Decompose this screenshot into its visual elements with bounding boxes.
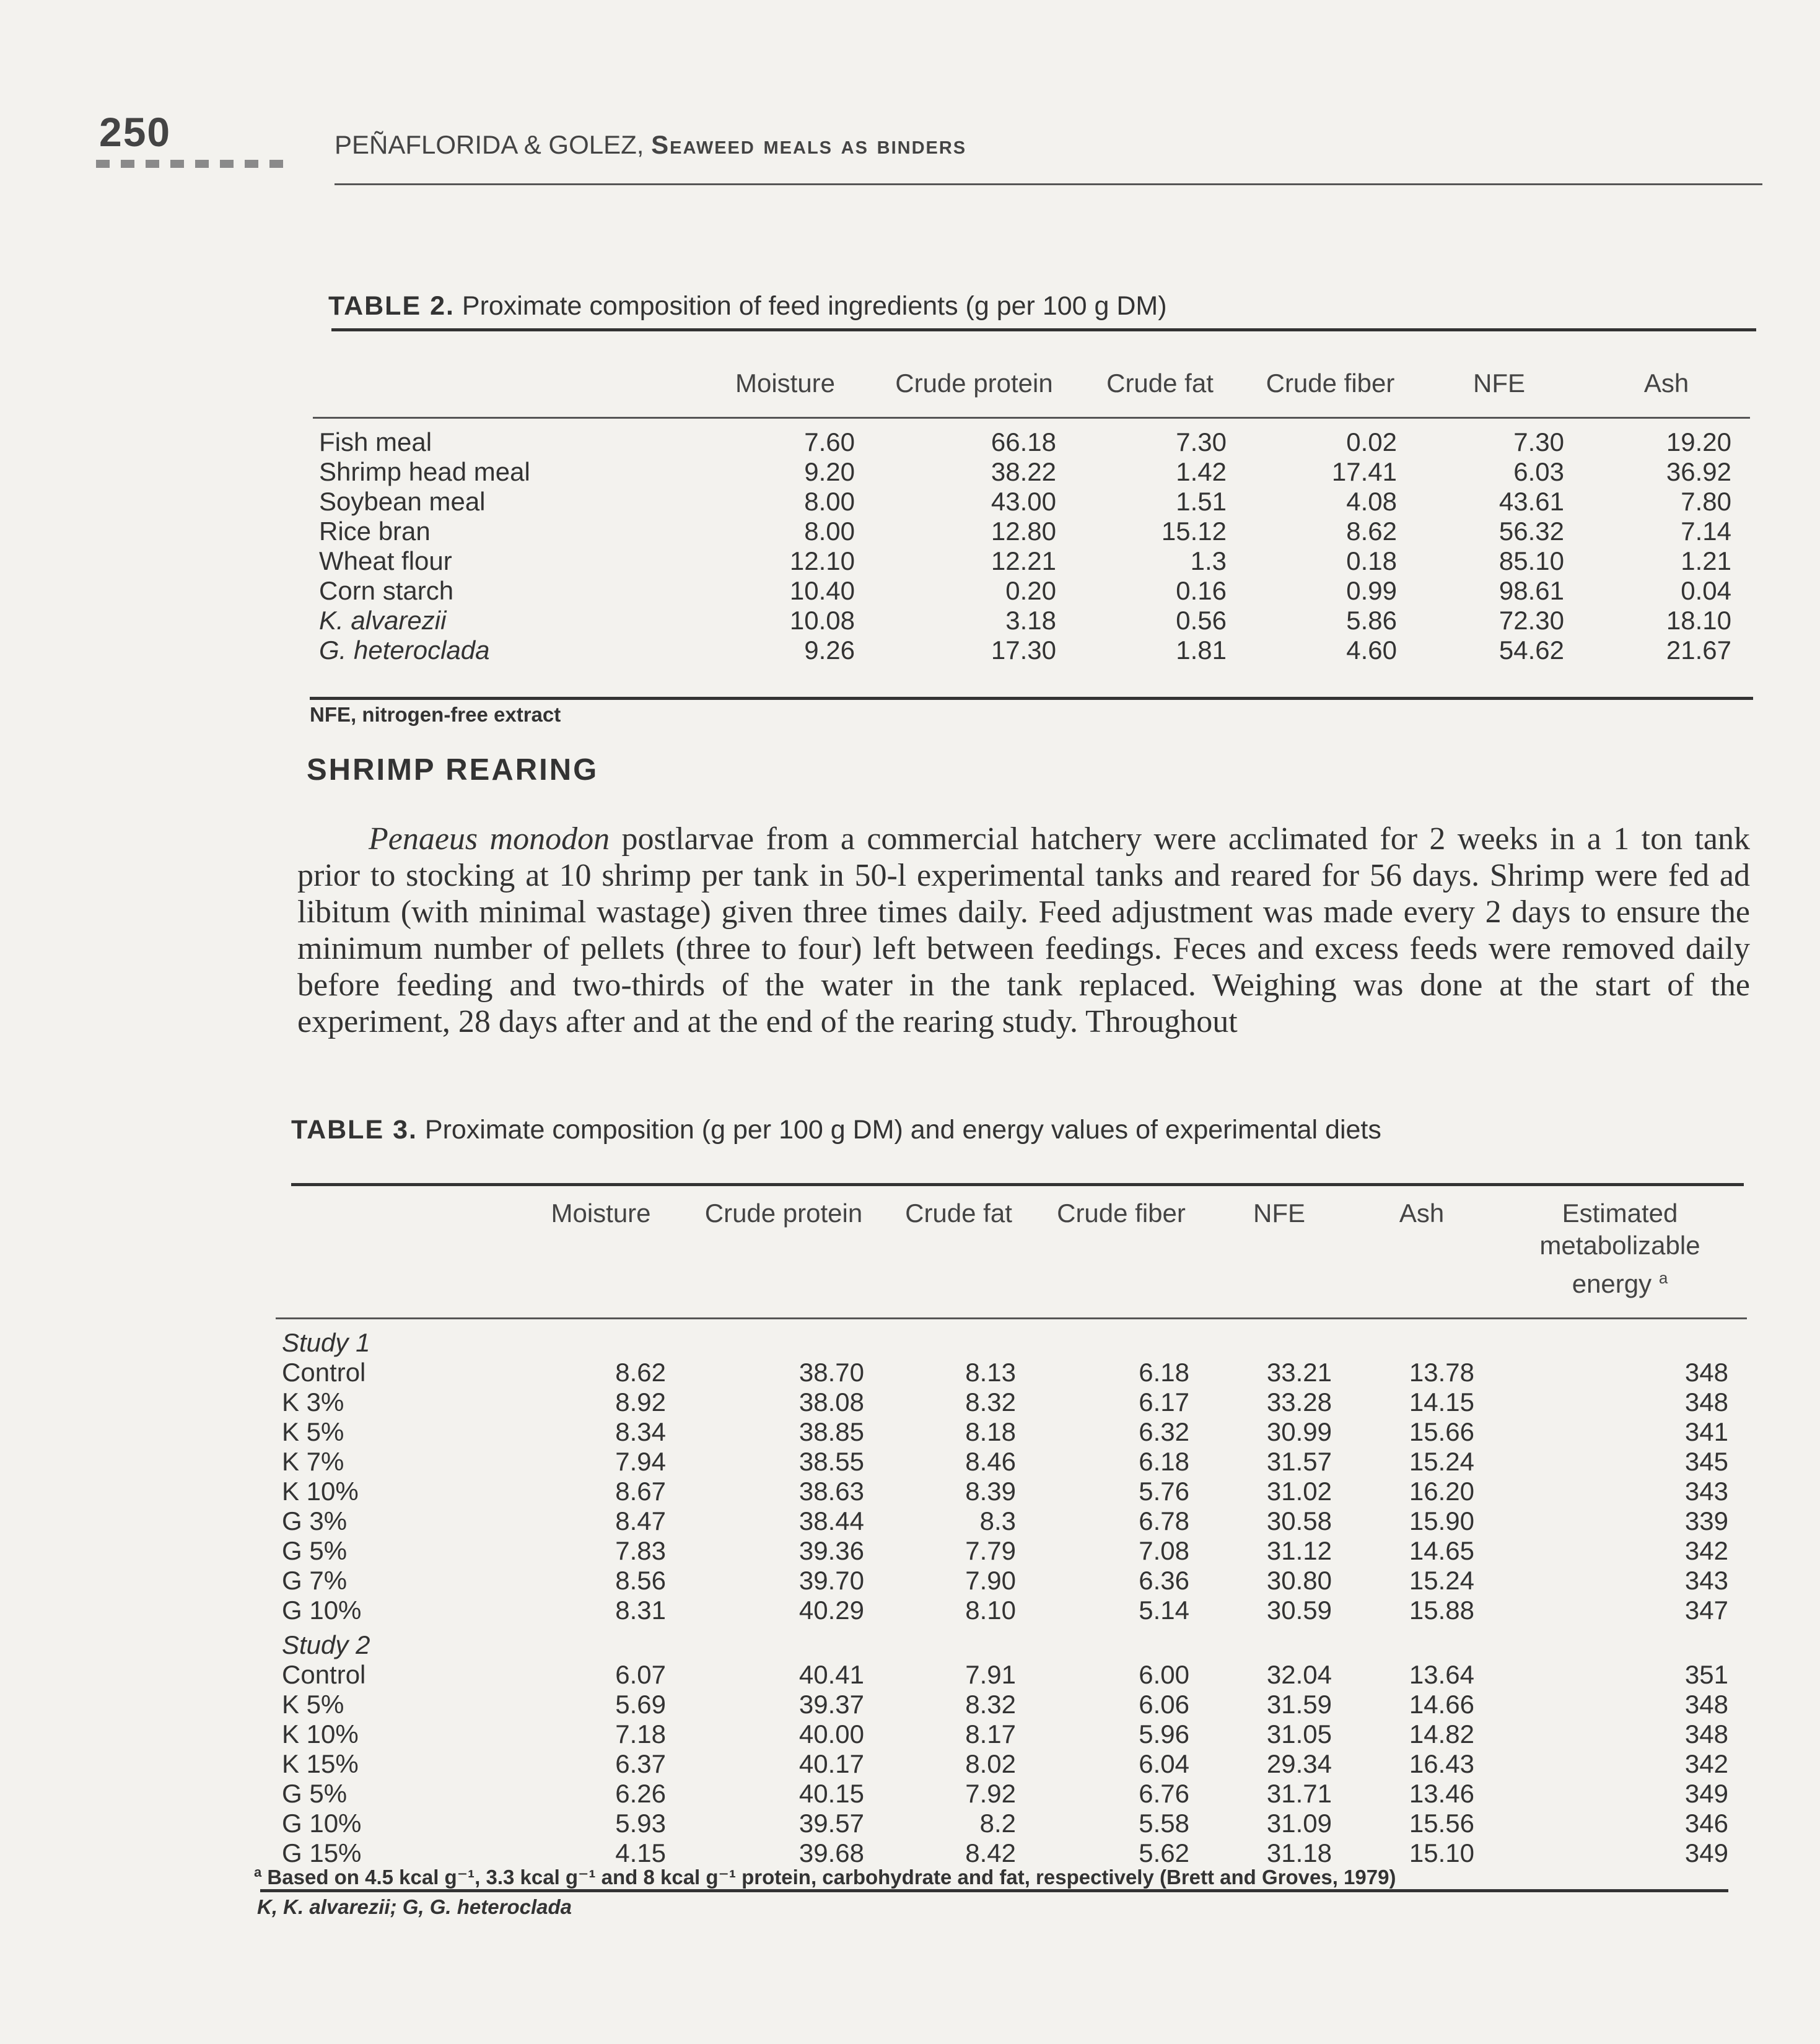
table-cell: 3.18	[1005, 606, 1056, 635]
table-cell: 30.99	[1266, 1417, 1332, 1446]
table-cell: 40.41	[798, 1660, 864, 1689]
table-cell: 9.26	[804, 635, 855, 665]
table-cell: 13.78	[1409, 1358, 1474, 1387]
table3-col-header: Moisture	[551, 1199, 651, 1228]
row-label: G 15%	[282, 1838, 362, 1867]
table-cell: 8.2	[979, 1809, 1016, 1838]
table-cell: 31.02	[1266, 1477, 1332, 1506]
table-cell: 349	[1684, 1779, 1728, 1808]
table-cell: 4.60	[1346, 635, 1397, 665]
energy-header-text: Estimated metabolizable energy	[1539, 1199, 1700, 1298]
table-cell: 342	[1684, 1749, 1728, 1778]
table-row	[276, 1447, 1747, 1477]
table-cell: 5.96	[1139, 1719, 1189, 1749]
table-cell: 8.13	[965, 1358, 1016, 1387]
table-row	[313, 576, 1750, 606]
table3-col-header: NFE	[1253, 1199, 1305, 1228]
table-cell: 7.92	[965, 1779, 1016, 1808]
table-cell: 43.00	[991, 487, 1056, 516]
table-cell: 4.15	[615, 1838, 666, 1867]
table2-col-header: Crude protein	[895, 369, 1053, 398]
table-row	[276, 1719, 1747, 1749]
row-label: Control	[282, 1660, 366, 1689]
table-cell: 5.93	[615, 1809, 666, 1838]
table-cell: 351	[1684, 1660, 1728, 1689]
table-row	[276, 1690, 1747, 1719]
table-cell: 13.64	[1409, 1660, 1474, 1689]
table-row	[276, 1838, 1747, 1868]
table-row	[276, 1809, 1747, 1838]
row-label: Control	[282, 1358, 366, 1387]
row-label: Shrimp head meal	[319, 457, 530, 486]
row-label: K 5%	[282, 1690, 344, 1719]
species-name: Penaeus monodon	[369, 821, 610, 857]
table-cell: 54.62	[1498, 635, 1564, 665]
table-cell: 5.58	[1139, 1809, 1189, 1838]
table-cell: 7.30	[1513, 427, 1564, 456]
table-row	[276, 1417, 1747, 1447]
study-title: Study 1	[282, 1328, 370, 1357]
table-cell: 348	[1684, 1719, 1728, 1749]
table-row	[313, 487, 1750, 517]
table-cell: 15.10	[1409, 1838, 1474, 1867]
table-cell: 7.18	[615, 1719, 666, 1749]
table-cell: 8.42	[965, 1838, 1016, 1867]
table-cell: 15.88	[1409, 1596, 1474, 1625]
table-cell: 8.32	[965, 1690, 1016, 1719]
table-cell: 8.10	[965, 1596, 1016, 1625]
row-label: G 5%	[282, 1536, 348, 1565]
table-cell: 8.47	[615, 1506, 666, 1535]
table-cell: 38.08	[798, 1387, 864, 1417]
table3-header-row	[276, 1192, 1747, 1319]
table-row	[313, 457, 1750, 487]
table3-label: TABLE 3.	[291, 1115, 418, 1145]
table3-col-header	[1493, 1192, 1747, 1319]
table-row	[313, 517, 1750, 546]
table-cell: 32.04	[1266, 1660, 1332, 1689]
table-cell: 19.20	[1666, 427, 1731, 456]
table3-footnote-a	[254, 1864, 1396, 1889]
table-cell: 38.44	[798, 1506, 864, 1535]
table-cell: 8.67	[615, 1477, 666, 1506]
table-cell: 15.24	[1409, 1566, 1474, 1595]
table-row	[276, 1660, 1747, 1690]
table-cell: 0.18	[1346, 546, 1397, 575]
table-cell: 31.59	[1266, 1690, 1332, 1719]
table-cell: 8.31	[615, 1596, 666, 1625]
table3-footnote-abbrev: K, K. alvarezii; G, G. heteroclada	[257, 1895, 572, 1918]
table-cell: 0.56	[1176, 606, 1227, 635]
row-label: Soybean meal	[319, 487, 486, 516]
table-cell: 0.20	[1005, 576, 1056, 605]
table-cell: 39.36	[798, 1536, 864, 1565]
table-cell: 38.55	[798, 1447, 864, 1476]
table3-footnote-a-text: Based on 4.5 kcal g⁻¹, 3.3 kcal g⁻¹ and 8 kcal g⁻¹ protein, carbohydrate and fat, respectively (Brett and Groves, 1979)	[267, 1866, 1396, 1889]
table-cell: 39.70	[798, 1566, 864, 1595]
table-cell: 8.00	[804, 517, 855, 546]
row-label: K 7%	[282, 1447, 344, 1476]
table-cell: 39.57	[798, 1809, 864, 1838]
table-cell: 6.04	[1139, 1749, 1189, 1778]
table-row	[276, 1387, 1747, 1417]
table-cell: 14.15	[1409, 1387, 1474, 1417]
table-cell: 7.30	[1176, 427, 1227, 456]
table-cell: 8.3	[979, 1506, 1016, 1535]
table-cell: 6.18	[1139, 1447, 1189, 1476]
table-cell: 6.32	[1139, 1417, 1189, 1446]
header-decoration	[96, 160, 283, 168]
table-cell: 0.16	[1176, 576, 1227, 605]
table-cell: 0.04	[1681, 576, 1731, 605]
table-cell: 33.21	[1266, 1358, 1332, 1387]
footnote-a-marker: a	[254, 1864, 262, 1880]
table-cell: 29.34	[1266, 1749, 1332, 1778]
table-cell: 30.80	[1266, 1566, 1332, 1595]
table-cell: 85.10	[1498, 546, 1564, 575]
table-cell: 15.56	[1409, 1809, 1474, 1838]
table-cell: 18.10	[1666, 606, 1731, 635]
table-cell: 347	[1684, 1596, 1728, 1625]
table-cell: 6.36	[1139, 1566, 1189, 1595]
table2-col-header: Crude fiber	[1266, 369, 1395, 398]
row-label: K 15%	[282, 1749, 359, 1778]
table-cell: 15.12	[1161, 517, 1227, 546]
table2-label: TABLE 2.	[328, 291, 455, 321]
table2-top-rule	[331, 328, 1756, 331]
table-cell: 8.56	[615, 1566, 666, 1595]
table-cell: 14.82	[1409, 1719, 1474, 1749]
table3-caption	[291, 1115, 1381, 1145]
table-cell: 38.85	[798, 1417, 864, 1446]
table-cell: 348	[1684, 1358, 1728, 1387]
table-cell: 349	[1684, 1838, 1728, 1867]
table-cell: 342	[1684, 1536, 1728, 1565]
table2	[313, 362, 1750, 665]
table-cell: 6.18	[1139, 1358, 1189, 1387]
table-row	[276, 1536, 1747, 1566]
running-head-title: Seaweed meals as binders	[651, 130, 967, 159]
table-cell: 31.18	[1266, 1838, 1332, 1867]
table-cell: 8.46	[965, 1447, 1016, 1476]
row-label: Corn starch	[319, 576, 454, 605]
table2-caption-text: Proximate composition of feed ingredients (g per 100 g DM)	[462, 291, 1167, 321]
row-label: G 10%	[282, 1809, 362, 1838]
table-cell: 39.68	[798, 1838, 864, 1867]
table-cell: 7.14	[1681, 517, 1731, 546]
table-cell: 1.3	[1190, 546, 1227, 575]
row-label: Rice bran	[319, 517, 431, 546]
table-cell: 348	[1684, 1387, 1728, 1417]
table2-caption	[328, 291, 1167, 321]
row-label: G 10%	[282, 1596, 362, 1625]
table3-bottom-rule	[260, 1889, 1728, 1892]
table-cell: 14.65	[1409, 1536, 1474, 1565]
table-cell: 15.24	[1409, 1447, 1474, 1476]
table-cell: 72.30	[1498, 606, 1564, 635]
row-label: Fish meal	[319, 427, 432, 456]
running-head-authors: PEÑAFLORIDA & GOLEZ,	[335, 130, 644, 159]
table-cell: 38.70	[798, 1358, 864, 1387]
page-number: 250	[99, 109, 172, 155]
table-cell: 13.46	[1409, 1779, 1474, 1808]
table-cell: 5.76	[1139, 1477, 1189, 1506]
table-cell: 17.30	[991, 635, 1056, 665]
table-row	[276, 1566, 1747, 1596]
table-cell: 12.80	[991, 517, 1056, 546]
table-row	[313, 635, 1750, 665]
table-row	[276, 1749, 1747, 1779]
table2-col-header: Ash	[1643, 369, 1689, 398]
table-cell: 8.62	[1346, 517, 1397, 546]
table2-col-header: Crude fat	[1106, 369, 1214, 398]
table3-top-rule	[291, 1183, 1744, 1186]
table-cell: 1.51	[1176, 487, 1227, 516]
table-cell: 10.40	[789, 576, 855, 605]
table-cell: 15.90	[1409, 1506, 1474, 1535]
row-label: G 7%	[282, 1566, 348, 1595]
table-cell: 0.02	[1346, 427, 1397, 456]
table-cell: 6.06	[1139, 1690, 1189, 1719]
row-label: Wheat flour	[319, 546, 452, 575]
section-heading: SHRIMP REARING	[307, 753, 599, 787]
table-cell: 8.32	[965, 1387, 1016, 1417]
table-row	[276, 1506, 1747, 1536]
table-cell: 40.00	[798, 1719, 864, 1749]
table-cell: 6.76	[1139, 1779, 1189, 1808]
table-row	[276, 1596, 1747, 1625]
table-cell: 15.66	[1409, 1417, 1474, 1446]
study-group-row	[276, 1625, 1747, 1660]
table-cell: 7.60	[804, 427, 855, 456]
table-cell: 1.42	[1176, 457, 1227, 486]
table-row	[313, 546, 1750, 576]
table-cell: 8.62	[615, 1358, 666, 1387]
table-cell: 31.57	[1266, 1447, 1332, 1476]
table-cell: 38.22	[991, 457, 1056, 486]
table-cell: 31.05	[1266, 1719, 1332, 1749]
table-cell: 16.20	[1409, 1477, 1474, 1506]
table-cell: 12.21	[991, 546, 1056, 575]
table2-col-header: Moisture	[735, 369, 836, 398]
table-cell: 6.37	[615, 1749, 666, 1778]
table2-header-row	[313, 362, 1750, 418]
table-cell: 8.18	[965, 1417, 1016, 1446]
table-cell: 30.58	[1266, 1506, 1332, 1535]
study-title: Study 2	[282, 1630, 370, 1659]
table-cell: 1.21	[1681, 546, 1731, 575]
study-group-row	[276, 1319, 1747, 1358]
table-cell: 4.08	[1346, 487, 1397, 516]
table3-caption-text: Proximate composition (g per 100 g DM) and energy values of experimental diets	[424, 1115, 1381, 1145]
table-cell: 40.17	[798, 1749, 864, 1778]
table-cell: 7.80	[1681, 487, 1731, 516]
table-cell: 36.92	[1666, 457, 1731, 486]
table3-col-header: Crude protein	[704, 1199, 863, 1228]
table-cell: 7.94	[615, 1447, 666, 1476]
table-cell: 339	[1684, 1506, 1728, 1535]
table-cell: 8.34	[615, 1417, 666, 1446]
table-cell: 5.62	[1139, 1838, 1189, 1867]
table-cell: 6.26	[615, 1779, 666, 1808]
table3-col-header: Ash	[1399, 1199, 1445, 1228]
table-cell: 346	[1684, 1809, 1728, 1838]
table-cell: 21.67	[1666, 635, 1731, 665]
table-cell: 31.71	[1266, 1779, 1332, 1808]
table-cell: 14.66	[1409, 1690, 1474, 1719]
table-cell: 16.43	[1409, 1749, 1474, 1778]
table-cell: 6.17	[1139, 1387, 1189, 1417]
table-cell: 33.28	[1266, 1387, 1332, 1417]
row-label: K. alvarezii	[319, 606, 447, 635]
table2-footnote: NFE, nitrogen-free extract	[310, 703, 561, 726]
table-cell: 7.91	[965, 1660, 1016, 1689]
table-row	[313, 418, 1750, 458]
table-cell: 31.09	[1266, 1809, 1332, 1838]
table-cell: 98.61	[1498, 576, 1564, 605]
row-label: K 10%	[282, 1719, 359, 1749]
table-cell: 10.08	[789, 606, 855, 635]
row-label: G. heteroclada	[319, 635, 490, 665]
row-label: G 5%	[282, 1779, 348, 1808]
table-row	[276, 1358, 1747, 1387]
table-row	[276, 1779, 1747, 1809]
table-cell: 7.79	[965, 1536, 1016, 1565]
table-cell: 343	[1684, 1566, 1728, 1595]
table-cell: 7.08	[1139, 1536, 1189, 1565]
table-cell: 5.86	[1346, 606, 1397, 635]
table2-bottom-rule	[310, 697, 1753, 700]
table-cell: 39.37	[798, 1690, 864, 1719]
table-row	[276, 1477, 1747, 1506]
table-cell: 7.83	[615, 1536, 666, 1565]
table-cell: 0.99	[1346, 576, 1397, 605]
body-paragraph-text: postlarvae from a commercial hatchery were acclimated for 2 weeks in a 1 ton tank prior to stocking at 10 shrimp per tank in 50-l experimental tanks and reared for 56 days. Shrimp were fed ad libitum (with minimal wastage) given three times daily. Feed adjustment was made every 2 days to ensure the minimum number of pellets (three to four) left between feedings. Feces and excess feeds were removed daily before feeding and two-thirds of the water in the tank replaced. Weighing was done at the start of the experiment, 28 days after and at the end of the rearing study. Throughout	[297, 821, 1750, 1039]
table3	[276, 1192, 1747, 1868]
table-cell: 5.14	[1139, 1596, 1189, 1625]
table-cell: 66.18	[991, 427, 1056, 456]
table-cell: 12.10	[789, 546, 855, 575]
table-cell: 341	[1684, 1417, 1728, 1446]
row-label: K 5%	[282, 1417, 344, 1446]
table-cell: 8.17	[965, 1719, 1016, 1749]
table3-col-header: Crude fat	[905, 1199, 1012, 1228]
row-label: G 3%	[282, 1506, 348, 1535]
row-label: K 3%	[282, 1387, 344, 1417]
table-cell: 348	[1684, 1690, 1728, 1719]
table-cell: 17.41	[1331, 457, 1397, 486]
table-cell: 6.78	[1139, 1506, 1189, 1535]
table-cell: 40.29	[798, 1596, 864, 1625]
footnote-marker: a	[1658, 1269, 1668, 1287]
table-cell: 8.92	[615, 1387, 666, 1417]
table-cell: 8.00	[804, 487, 855, 516]
table-cell: 31.12	[1266, 1536, 1332, 1565]
table-cell: 38.63	[798, 1477, 864, 1506]
header-rule	[335, 183, 1762, 185]
table-cell: 8.39	[965, 1477, 1016, 1506]
table-row	[313, 606, 1750, 635]
running-head	[335, 130, 966, 160]
table-cell: 40.15	[798, 1779, 864, 1808]
table-cell: 343	[1684, 1477, 1728, 1506]
table-cell: 9.20	[804, 457, 855, 486]
table-cell: 6.07	[615, 1660, 666, 1689]
table-cell: 8.02	[965, 1749, 1016, 1778]
table-cell: 6.00	[1139, 1660, 1189, 1689]
table-cell: 5.69	[615, 1690, 666, 1719]
table-cell: 56.32	[1498, 517, 1564, 546]
body-paragraph	[297, 821, 1750, 1040]
table2-col-header: NFE	[1473, 369, 1525, 398]
table-cell: 43.61	[1498, 487, 1564, 516]
table-cell: 6.03	[1513, 457, 1564, 486]
table-cell: 30.59	[1266, 1596, 1332, 1625]
row-label: K 10%	[282, 1477, 359, 1506]
table-cell: 1.81	[1176, 635, 1227, 665]
table-cell: 345	[1684, 1447, 1728, 1476]
table-cell: 7.90	[965, 1566, 1016, 1595]
table3-col-header: Crude fiber	[1057, 1199, 1186, 1228]
